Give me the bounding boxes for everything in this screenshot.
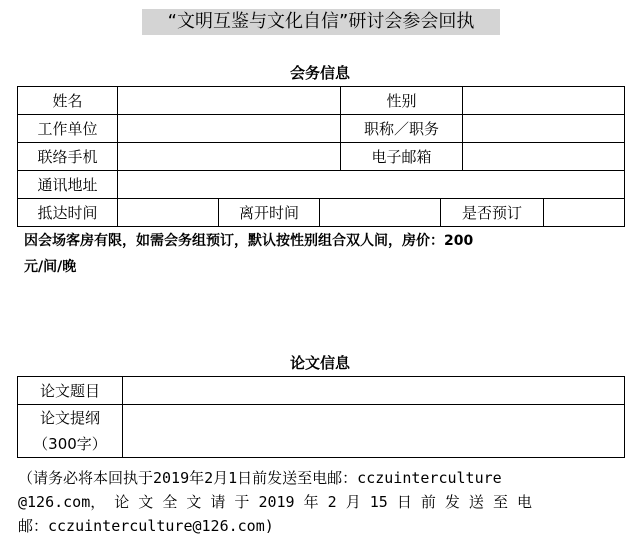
departure-field[interactable] bbox=[320, 199, 441, 227]
hotel-note bbox=[24, 228, 624, 280]
submission-note-line3: 邮：cczuinterculture@126.com) bbox=[18, 517, 274, 535]
submission-note bbox=[18, 466, 624, 538]
paper-title-label: 论文题目 bbox=[18, 377, 123, 405]
table-row bbox=[18, 143, 625, 171]
email-label: 电子邮箱 bbox=[341, 143, 463, 171]
arrival-field[interactable] bbox=[118, 199, 219, 227]
name-label: 姓名 bbox=[18, 87, 118, 115]
table-row bbox=[18, 171, 625, 199]
name-field[interactable] bbox=[118, 87, 341, 115]
abstract-field[interactable] bbox=[123, 405, 625, 458]
table-row bbox=[18, 405, 625, 458]
workplace-label: 工作单位 bbox=[18, 115, 118, 143]
conference-info-table bbox=[17, 86, 625, 227]
title-position-label: 职称／职务 bbox=[341, 115, 463, 143]
workplace-field[interactable] bbox=[118, 115, 341, 143]
address-label: 通讯地址 bbox=[18, 171, 118, 199]
gender-field[interactable] bbox=[463, 87, 625, 115]
abstract-label: 论文提纲 bbox=[39, 409, 100, 427]
abstract-limit: （300字） bbox=[33, 435, 107, 453]
booking-field[interactable] bbox=[544, 199, 625, 227]
abstract-label-cell bbox=[18, 405, 123, 458]
phone-field[interactable] bbox=[118, 143, 341, 171]
address-field[interactable] bbox=[118, 171, 625, 199]
table-row bbox=[18, 199, 625, 227]
hotel-note-line2: 元/间/晚 bbox=[24, 259, 77, 275]
arrival-label: 抵达时间 bbox=[18, 199, 118, 227]
paper-info-table bbox=[17, 376, 625, 458]
booking-label: 是否预订 bbox=[441, 199, 544, 227]
table-row bbox=[18, 115, 625, 143]
page-title: “文明互鉴与文化自信”研讨会参会回执 bbox=[142, 9, 500, 35]
conference-info-heading: 会务信息 bbox=[289, 64, 350, 82]
phone-label: 联络手机 bbox=[18, 143, 118, 171]
gender-label: 性别 bbox=[341, 87, 463, 115]
table-row bbox=[18, 87, 625, 115]
hotel-note-line1: 因会场客房有限，如需会务组预订，默认按性别组合双人间，房价：200 bbox=[24, 233, 474, 249]
table-row bbox=[18, 377, 625, 405]
submission-note-line2: @126.com， 论 文 全 文 请 于 2019 年 2 月 15 日 前 发 送 至 电 bbox=[18, 493, 532, 511]
submission-note-line1: （请务必将本回执于2019年2月1日前发送至电邮：cczuinterculture bbox=[18, 469, 502, 487]
paper-info-heading: 论文信息 bbox=[289, 354, 350, 372]
title-position-field[interactable] bbox=[463, 115, 625, 143]
paper-title-field[interactable] bbox=[123, 377, 625, 405]
email-field[interactable] bbox=[463, 143, 625, 171]
departure-label: 离开时间 bbox=[219, 199, 320, 227]
